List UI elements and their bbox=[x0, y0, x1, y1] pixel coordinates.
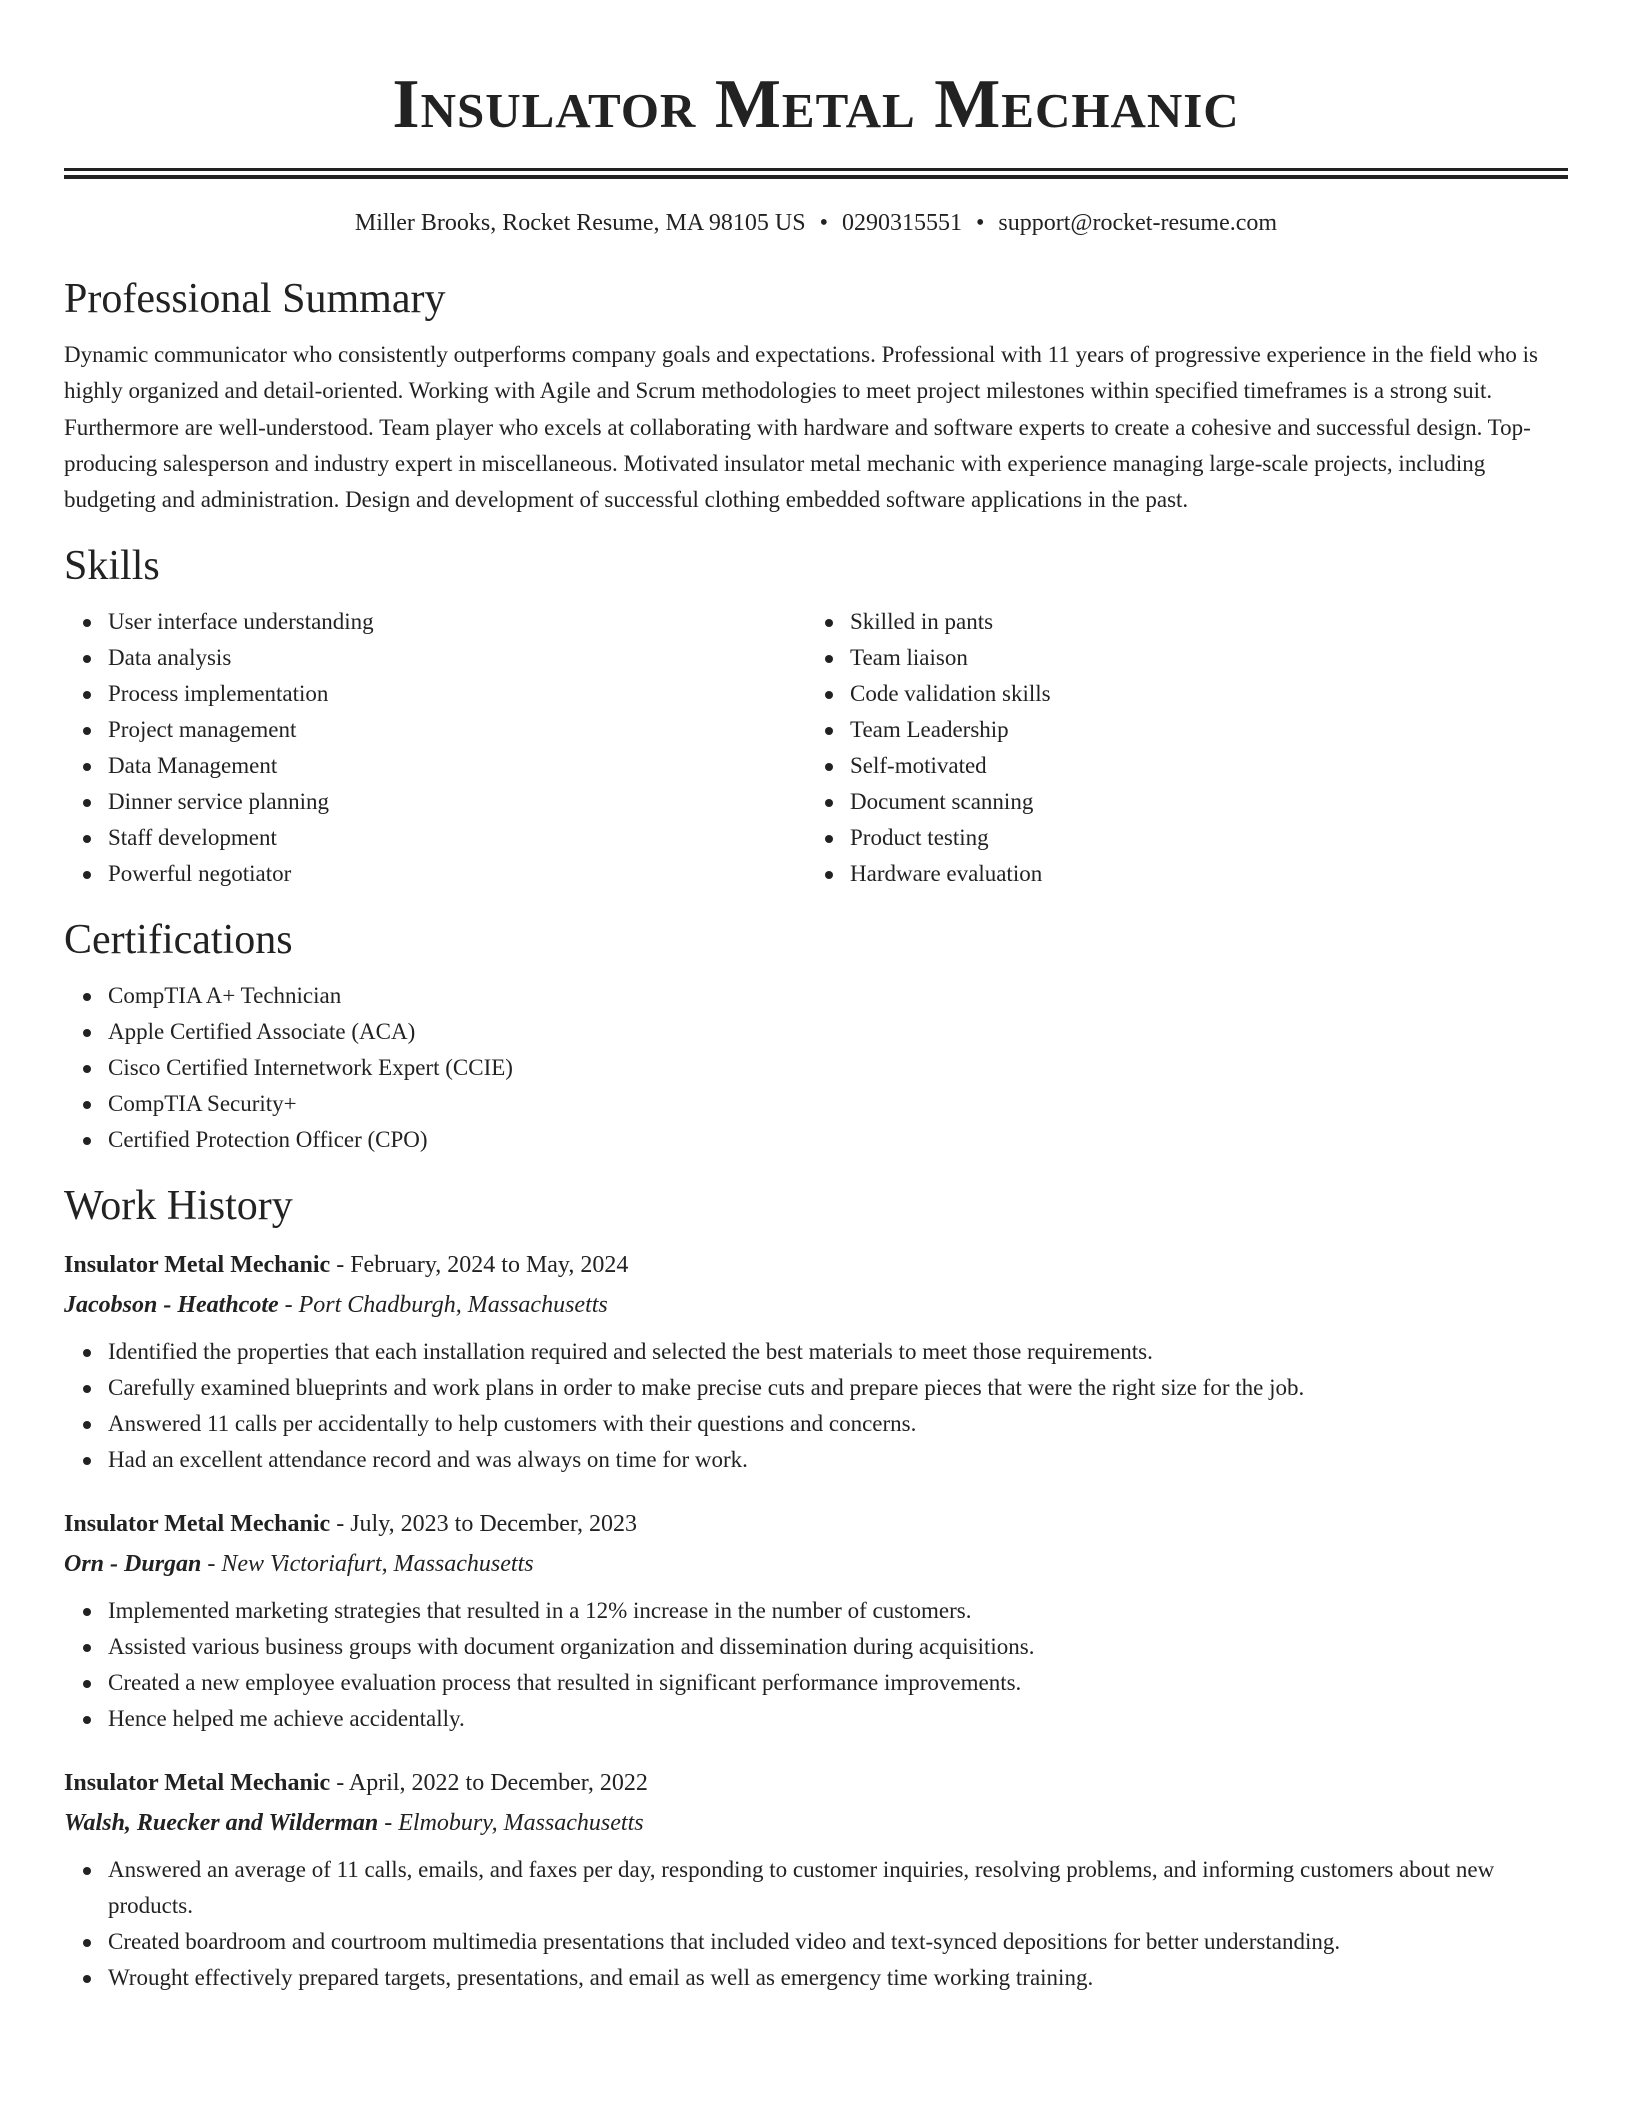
skill-item: Team Leadership bbox=[806, 712, 1548, 748]
job-company-line bbox=[64, 1544, 1568, 1584]
job-title-line bbox=[64, 1763, 1568, 1803]
job-title-line bbox=[64, 1245, 1568, 1285]
skill-item: Self-motivated bbox=[806, 748, 1548, 784]
job-title: Insulator Metal Mechanic bbox=[64, 1770, 331, 1797]
job-entry bbox=[64, 1763, 1568, 1996]
skill-item: Powerful negotiator bbox=[64, 856, 806, 892]
resume-title: Insulator Metal Mechanic bbox=[392, 66, 1240, 143]
job-company-line bbox=[64, 1803, 1568, 1843]
job-company: Walsh, Ruecker and Wilderman bbox=[64, 1810, 379, 1837]
job-bullets bbox=[64, 1334, 1568, 1478]
summary-heading: Professional Summary bbox=[64, 276, 446, 322]
contact-separator: • bbox=[975, 210, 985, 236]
skills-column-left bbox=[64, 604, 806, 892]
certification-item: CompTIA A+ Technician bbox=[64, 978, 1568, 1014]
job-entry bbox=[64, 1245, 1568, 1478]
skills-list bbox=[64, 604, 1568, 892]
job-bullet: Hence helped me achieve accidentally. bbox=[64, 1701, 1568, 1737]
job-dates: - April, 2022 to December, 2022 bbox=[330, 1770, 648, 1797]
job-company: Orn - Durgan bbox=[64, 1551, 202, 1578]
skill-item: Data Management bbox=[64, 748, 806, 784]
job-dates: - July, 2023 to December, 2023 bbox=[330, 1511, 637, 1538]
job-bullet: Had an excellent attendance record and was always on time for work. bbox=[64, 1442, 1568, 1478]
job-bullets bbox=[64, 1593, 1568, 1737]
job-bullets bbox=[64, 1852, 1568, 1996]
work-history-heading: Work History bbox=[64, 1183, 293, 1230]
skills-column-right bbox=[806, 604, 1548, 892]
contact-line bbox=[64, 208, 1568, 238]
job-bullet: Wrought effectively prepared targets, presentations, and email as well as emergency time working training. bbox=[64, 1960, 1568, 1996]
job-bullet: Implemented marketing strategies that resulted in a 12% increase in the number of customers. bbox=[64, 1593, 1568, 1629]
skill-item: Project management bbox=[64, 712, 806, 748]
certification-item: CompTIA Security+ bbox=[64, 1086, 1568, 1122]
skill-item: Product testing bbox=[806, 820, 1548, 856]
title-divider bbox=[64, 168, 1568, 171]
skill-item: Document scanning bbox=[806, 784, 1548, 820]
skills-heading: Skills bbox=[64, 543, 160, 590]
job-bullet: Answered an average of 11 calls, emails, and faxes per day, responding to customer inquiries, resolving problems, and informing customers about new products. bbox=[64, 1852, 1568, 1924]
certifications-list bbox=[64, 978, 1568, 1158]
job-entry bbox=[64, 1504, 1568, 1737]
skill-item: Team liaison bbox=[806, 640, 1548, 676]
job-bullet: Created a new employee evaluation process that resulted in significant performance improvements. bbox=[64, 1665, 1568, 1701]
job-company-line bbox=[64, 1285, 1568, 1325]
job-title: Insulator Metal Mechanic bbox=[64, 1252, 331, 1279]
certifications-heading: Certifications bbox=[64, 917, 293, 964]
job-location: - New Victoriafurt, Massachusetts bbox=[201, 1551, 534, 1578]
certification-item: Cisco Certified Internetwork Expert (CCIE) bbox=[64, 1050, 1568, 1086]
job-bullet: Created boardroom and courtroom multimedia presentations that included video and text-synced depositions for better understanding. bbox=[64, 1924, 1568, 1960]
skill-item: Staff development bbox=[64, 820, 806, 856]
skill-item: Data analysis bbox=[64, 640, 806, 676]
contact-email: support@rocket-resume.com bbox=[998, 210, 1278, 236]
skill-item: Process implementation bbox=[64, 676, 806, 712]
certification-item: Certified Protection Officer (CPO) bbox=[64, 1122, 1568, 1158]
contact-phone: 0290315551 bbox=[841, 210, 962, 236]
job-location: - Elmobury, Massachusetts bbox=[378, 1810, 644, 1837]
job-title-line bbox=[64, 1504, 1568, 1544]
job-location: - Port Chadburgh, Massachusetts bbox=[278, 1292, 608, 1319]
contact-separator: • bbox=[819, 210, 828, 236]
skill-item: Dinner service planning bbox=[64, 784, 806, 820]
job-bullet: Carefully examined blueprints and work plans in order to make precise cuts and prepare pieces that were the right size for the job. bbox=[64, 1370, 1568, 1406]
contact-address: Miller Brooks, Rocket Resume, MA 98105 US bbox=[354, 210, 806, 236]
job-company: Jacobson - Heathcote bbox=[64, 1292, 279, 1319]
certification-item: Apple Certified Associate (ACA) bbox=[64, 1014, 1568, 1050]
job-dates: - February, 2024 to May, 2024 bbox=[330, 1252, 629, 1279]
skill-item: Hardware evaluation bbox=[806, 856, 1548, 892]
skill-item: User interface understanding bbox=[64, 604, 806, 640]
resume-page bbox=[64, 0, 1568, 1996]
skill-item: Skilled in pants bbox=[806, 604, 1548, 640]
job-bullet: Identified the properties that each installation required and selected the best materials to meet those requirements. bbox=[64, 1334, 1568, 1370]
summary-text: Dynamic communicator who consistently outperforms company goals and expectations. Professional with 11 years of progressive experience in the field who is highly organized and detail-oriented. Working with Agile and Scrum methodologies to meet project milestones within specified timeframes is a strong suit. Furthermore are well-understood. Team player who excels at collaborating with hardware and software experts to create a cohesive and successful design. Top-producing salesperson and industry expert in miscellaneous. Motivated insulator metal mechanic with experience managing large-scale projects, including budgeting and administration. Design and development of successful clothing embedded software applications in the past. bbox=[64, 342, 1538, 513]
job-bullet: Assisted various business groups with document organization and dissemination during acquisitions. bbox=[64, 1629, 1568, 1665]
job-bullet: Answered 11 calls per accidentally to help customers with their questions and concerns. bbox=[64, 1406, 1568, 1442]
skill-item: Code validation skills bbox=[806, 676, 1548, 712]
job-title: Insulator Metal Mechanic bbox=[64, 1511, 331, 1538]
